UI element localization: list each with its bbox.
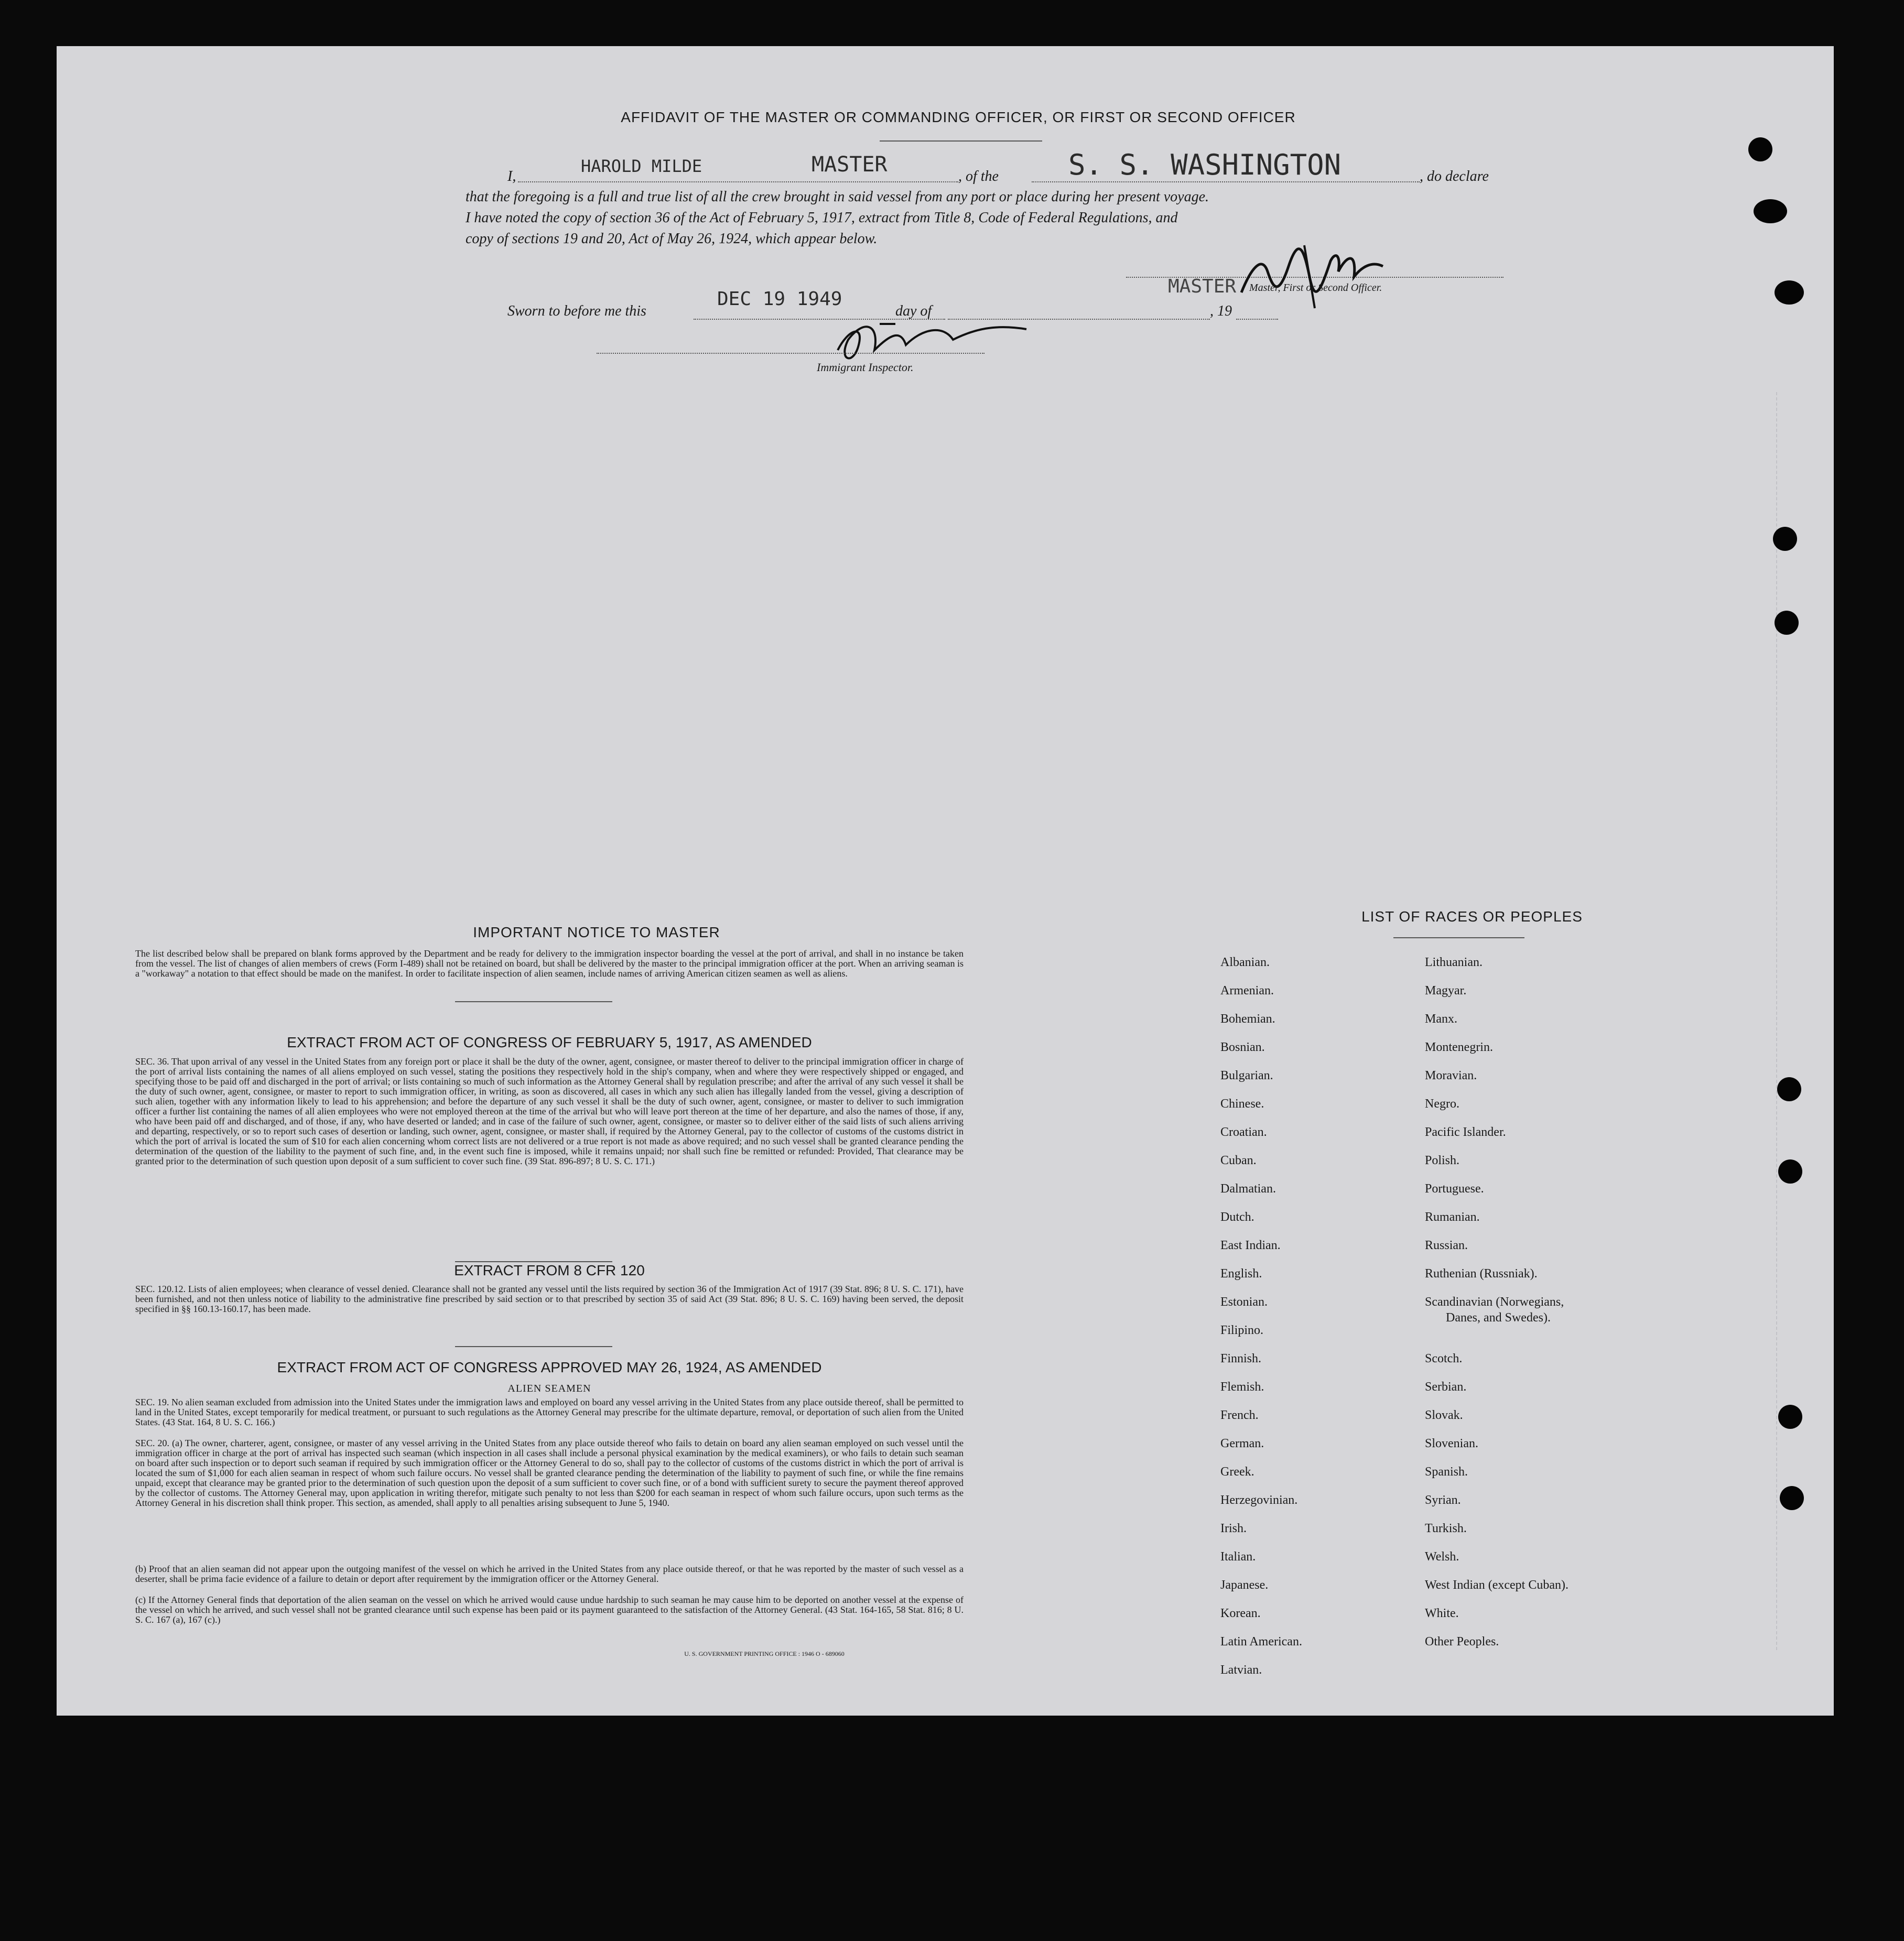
signature-stamp: MASTER [1168,276,1237,297]
race-item: Filipino. [1220,1324,1264,1337]
sworn-label: Sworn to before me this [507,303,646,319]
race-item: Portuguese. [1425,1182,1484,1196]
inspector-caption: Immigrant Inspector. [817,361,914,374]
races-column-1 [1220,956,1302,1691]
extract-1924-sec20b: (b) Proof that an alien seaman did not appear upon the outgoing manifest of the vessel on which he arrived in the United States from any place outside thereof, or that he was reported by the master of such vessel as a deserter, shall be prima facie evidence of a failure to detain or deport after requirement by the immigration officer or the Attorney General. [135,1564,964,1584]
race-item: Russian. [1425,1239,1468,1252]
race-item: Lithuanian. [1425,956,1483,969]
race-item: Danes, and Swedes). [1446,1311,1551,1325]
race-item: Spanish. [1425,1465,1468,1479]
race-item: Bohemian. [1220,1012,1275,1026]
i-label: I, [507,168,516,185]
race-item: Moravian. [1425,1069,1477,1082]
race-item: Japanese. [1220,1578,1269,1592]
race-item: Finnish. [1220,1352,1262,1365]
race-item: Dalmatian. [1220,1182,1276,1196]
vessel-line [1032,181,1420,182]
race-item: Pacific Islander. [1425,1125,1506,1139]
master-name: HAROLD MILDE [581,156,702,176]
race-item: Italian. [1220,1550,1256,1564]
punch-hole [1754,199,1787,223]
races-column-2 [1425,956,1568,1663]
punch-hole [1778,1159,1802,1184]
race-item: Bulgarian. [1220,1069,1273,1082]
race-item: Manx. [1425,1012,1457,1026]
punch-hole [1773,527,1797,551]
race-item: Korean. [1220,1607,1261,1620]
race-item: German. [1220,1437,1264,1450]
extract-1924-sec19: SEC. 19. No alien seaman excluded from admission into the United States under the immigration laws and employed on board any vessel arriving in the United States from any place outside thereof, shall be permitted to land in the United States, except temporarily for medical treatment, or pursuant to such regulations as the Attorney General may prescribe for the ultimate departure, removal, or deportation of such alien from the United States. (43 Stat. 164, 8 U. S. C. 166.) [135,1397,964,1427]
race-item: Negro. [1425,1097,1459,1111]
notice-body: The list described below shall be prepared on blank forms approved by the Department and be ready for delivery to the immigration inspector boarding the vessel at the port of arrival, and shall in no instance be taken from the vessel. The list of changes of alien members of crews (Form I-489) shall not be retained on board, but shall be delivered by the master to the principal immigration officer at the port. When an arriving seaman is a "workaway" a notation to that effect should be made on the manifest. In order to facilitate inspection of alien seamen, include names of arriving American citizen seamen as well as aliens. [135,948,964,979]
year-prefix: , 19 [1210,303,1232,319]
extract-1924-sec20c: (c) If the Attorney General finds that deportation of the alien seaman on the vessel on which he arrived would cause undue hardship to such seaman he may cause him to be deported on another vessel at the expense of the vessel on which he arrived, and such vessel shall not be granted clearance until such expense has been paid or its payment guaranteed to the satisfaction of the Attorney General. (43 Stat. 164-165, 58 Stat. 816; 8 U. S. C. 167 (a), 167 (c).) [135,1595,964,1625]
notice-divider [455,1001,612,1002]
do-declare-label: , do declare [1420,168,1489,185]
race-item: Herzegovinian. [1220,1493,1298,1507]
printer-imprint: U. S. GOVERNMENT PRINTING OFFICE : 1946 O - 689060 [684,1650,845,1657]
race-item: Slovak. [1425,1408,1463,1422]
race-item: Bosnian. [1220,1040,1265,1054]
year-line [1236,319,1278,320]
race-item: Flemish. [1220,1380,1264,1394]
of-the-label: , of the [958,168,999,185]
race-item: English. [1220,1267,1262,1281]
race-item: Polish. [1425,1154,1460,1167]
extract-cfr-title: EXTRACT FROM 8 CFR 120 [454,1262,645,1278]
master-signature [1226,235,1393,313]
race-item: Armenian. [1220,984,1274,997]
race-item: Greek. [1220,1465,1254,1479]
race-item: Estonian. [1220,1295,1268,1309]
extract-cfr-divider [455,1346,612,1347]
race-item: Latin American. [1220,1635,1302,1649]
bleed-through-marks [1776,392,1809,1650]
race-item: Irish. [1220,1522,1247,1535]
extract-1917-title: EXTRACT FROM ACT OF CONGRESS OF FEBRUARY 5, 1917, AS AMENDED [287,1034,812,1050]
race-item: Magyar. [1425,984,1467,997]
race-item: Albanian. [1220,956,1270,969]
race-item: Scotch. [1425,1352,1463,1365]
race-item: Serbian. [1425,1380,1467,1394]
affidavit-title: AFFIDAVIT OF THE MASTER OR COMMANDING OFFICER, OR FIRST OR SECOND OFFICER [621,109,1296,125]
inspector-line [597,353,985,354]
affidavit-line-2: that the foregoing is a full and true list of all the crew brought in said vessel from any port or place during her present voyage. [466,189,1209,205]
race-item: Welsh. [1425,1550,1459,1564]
extract-1917-body: SEC. 36. That upon arrival of any vessel in the United States from any foreign port or place it shall be the duty of the owner, agent, consignee, or master thereof to deliver to the principal immigration officer in charge of the port of arrival lists containing the names of all aliens employed on such vessel, stating the positions they respectively hold in the ship's company, when and where they were respectively shipped or engaged, and specifying those to be paid off and discharged in the port of arrival; or lists containing so much of such information as the Attorney General shall by regulation prescribe; and after the arrival of any such vessel it shall be the duty of such owner, agent, consignee, or master to report to such immigration officer, in writing, as soon as discovered, all cases in which any such alien has illegally landed from the vessel, giving a description of such alien, together with any information likely to lead to his apprehension; and before the departure of any such vessel it shall be the duty of such owner, agent, consignee, or master to deliver to such immigration officer a further list containing the names of all alien employees who were not employed thereon at the time of the arrival but who will leave port thereon at the time of her departure, and also the names of those, if any, who have been paid off and discharged, and of those, if any, who have deserted or landed; and in case of the failure of such owner, agent, consignee, or master so to deliver either of the said lists of such aliens arriving and departing, respectively, or so to report such cases of desertion or landing, such owner, agent, consignee, or master shall, if required by the Attorney General, pay to the collector of customs of the customs district in which the port of arrival is located the sum of $10 for each alien concerning whom correct lists are not delivered or a true report is not made as above required; and no such vessel shall be granted clearance pending the determination of the question of the liability to the payment of such fine, and, in the event such fine is imposed, while it remains unpaid; nor shall such fine be remitted or refunded: Provided, That clearance may be granted prior to the determination of such question upon deposit of a sum sufficient to cover such fine. (39 Stat. 896-897; 8 U. S. C. 171.) [135,1056,964,1166]
race-item: Turkish. [1425,1522,1467,1535]
vessel-name: S. S. WASHINGTON [1068,148,1342,181]
race-item: Ruthenian (Russniak). [1425,1267,1538,1281]
race-item: Syrian. [1425,1493,1461,1507]
races-title: LIST OF RACES OR PEOPLES [1361,908,1583,925]
affidavit-line-4: copy of sections 19 and 20, Act of May 26, 1924, which appear below. [466,231,878,247]
punch-hole [1780,1486,1804,1510]
race-item: Croatian. [1220,1125,1267,1139]
race-item: Latvian. [1220,1663,1262,1677]
extract-cfr-body: SEC. 120.12. Lists of alien employees; when clearance of vessel denied. Clearance shall not be granted any vessel until the lists required by section 36 of the Immigration Act of 1917 (39 Stat. 896; 8 U. S. C. 171), have been furnished, and not then unless notice of liability to the administrative fine prescribed by said section or to that prescribed by section 35 of said Act (39 Stat. 896; 8 U. S. C. 169) having been served, the deposit specified in §§ 160.13-160.17, has been made. [135,1284,964,1314]
race-item: French. [1220,1408,1259,1422]
race-item: East Indian. [1220,1239,1281,1252]
race-item: Cuban. [1220,1154,1257,1167]
race-item: Chinese. [1220,1097,1264,1111]
race-item: Dutch. [1220,1210,1254,1224]
race-item: Slovenian. [1425,1437,1478,1450]
race-item: Montenegrin. [1425,1040,1493,1054]
extract-1924-title: EXTRACT FROM ACT OF CONGRESS APPROVED MAY 26, 1924, AS AMENDED [277,1359,822,1375]
master-rank: MASTER [812,153,888,177]
punch-hole [1778,1405,1802,1429]
race-item: White. [1425,1607,1459,1620]
title-divider [880,140,1042,142]
punch-hole [1748,137,1772,161]
extract-1924-sec20a: SEC. 20. (a) The owner, charterer, agent, consignee, or master of any vessel arriving in the United States from any place outside thereof who fails to detain on board any alien seaman employed on such vessel until the immigration officer in charge at the port of arrival has inspected such seaman (which inspection in all cases shall include a personal physical examination by the medical examiners), or who fails to detain such seaman on board after such inspection or to deport such seaman if required by such immigration officer or the Attorney General to do so, shall pay to the collector of customs of the customs district in which the port of arrival is located the sum of $1,000 for each alien seaman in respect of whom such failure occurs. No vessel shall be granted clearance pending the determination of the liability to payment of such fine, or while the fine remains unpaid, except that clearance may be granted prior to the determination of such question upon the deposit of a sum sufficient to cover such fine, or of a bond with sufficient surety to secure the payment thereof approved by the collector of customs. The Attorney General may, upon application in writing therefor, mitigate such penalty to not less than $200 for each seaman in respect of whom such failure occurs, upon such terms as the Attorney General in his discretion shall think proper. This section, as amended, shall apply to all penalties arising subsequent to June 5, 1940. [135,1438,964,1508]
name-line [518,181,958,182]
sworn-date: DEC 19 1949 [717,288,842,310]
race-item: Rumanian. [1425,1210,1480,1224]
punch-hole [1777,1077,1801,1101]
extract-1924-subtitle: ALIEN SEAMEN [507,1383,591,1394]
affidavit-line-3: I have noted the copy of section 36 of the Act of February 5, 1917, extract from Title 8, Code of Federal Regulations, and [466,210,1178,226]
race-item: Scandinavian (Norwegians, [1425,1295,1564,1309]
document-page [57,46,1834,1716]
signature-caption: Master, First or Second Officer. [1249,282,1382,294]
notice-title: IMPORTANT NOTICE TO MASTER [473,924,720,940]
punch-hole [1775,280,1804,305]
race-item: West Indian (except Cuban). [1425,1578,1568,1592]
races-divider [1393,937,1524,938]
race-item: Other Peoples. [1425,1635,1499,1649]
day-of-label: day of [895,303,932,319]
punch-hole [1775,611,1799,635]
